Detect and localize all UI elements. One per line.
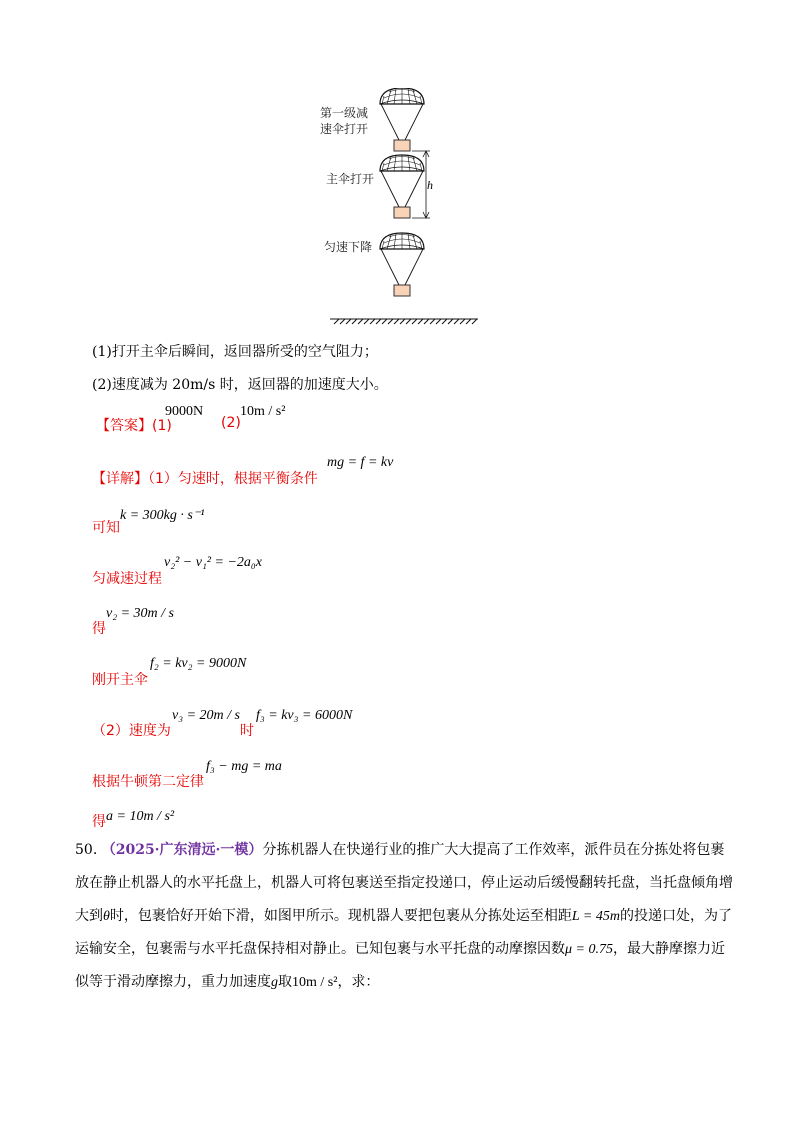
problem-text-4: ，最大静摩擦力近似等于滑动摩擦力，重力加速度 [75,941,725,990]
stage3-label: 匀速下降 [324,240,373,254]
eq-mg-f-kv: mg = f = kv [327,455,394,470]
problem-source: （2025·广东清远·一模） [101,842,263,858]
question-2: (2)速度减为 20m/s 时，返回器的加速度大小。 [92,377,388,393]
eq-a: a = 10m / s² [106,809,175,824]
stage1-label-line2: 速伞打开 [320,122,369,136]
height-label: h [427,178,433,192]
problem-text-6: ，求： [337,974,380,990]
detail-newton: 根据牛顿第二定律 [92,774,204,790]
parachute-stage3 [380,233,424,296]
problem-text-1: 分拣机器人在快递行业的推广大大提高了工作效率，派件员在分拣处将包裹放在静止机器人的水平托盘上，机器人可将包裹送至指定投递口，停止运动后缓慢翻转托盘，当托盘倾角增大到 [75,842,733,924]
problem-text-3: 的投递口处，为了运输安全，包裹需与水平托盘保持相对静止。已知包裹与水平托盘的动摩擦因数 [75,908,732,957]
problem-text-2: 时，包裹恰好开始下滑，如图甲所示。现机器人要把包裹从分拣处运至相距 [109,908,572,924]
detail-label: 【详解】（1）匀速时，根据平衡条件 [92,471,318,487]
question-1: (1)打开主伞后瞬间，返回器所受的空气阻力； [92,344,378,360]
detail-shi: 时 [240,723,254,739]
problem-number: 50. [75,842,98,858]
stage2-label: 主伞打开 [326,172,375,186]
eq-v3: v₃ = 20m / s [172,708,240,723]
g-symbol: g [271,975,278,990]
eq-f3: f₃ = kv₃ = 6000N [256,708,353,723]
eq-k-value: k = 300kg · s⁻¹ [120,508,205,523]
detail-de-2: 得 [92,814,106,830]
eq-v2: v₂ = 30m / s [106,606,174,621]
stage1-label-line1: 第一级减 [320,106,369,120]
detail-de-1: 得 [92,621,106,637]
parachute-diagram-svg [300,88,490,333]
detail-gangkai: 刚开主伞 [92,672,148,688]
g-value: 10m / s² [292,975,338,990]
answer-label: 【答案】(1) [96,418,172,434]
detail-kezhi: 可知 [92,520,120,536]
answer-value-2: 10m / s² [240,404,286,419]
detail-part2: （2）速度为 [92,723,171,739]
parachute-stage2 [380,155,424,218]
answer-value-1: 9000N [165,404,204,419]
problem-text-5: 取 [278,974,292,990]
eq-f2: f₂ = kv₂ = 9000N [150,656,247,671]
problem-50 [75,834,735,999]
eq-mu: μ = 0.75 [565,942,613,957]
eq-L: L = 45m [571,909,620,924]
theta-symbol: θ [103,909,110,924]
ground [330,319,478,324]
parachute-stage1 [380,88,424,151]
eq-newton: f₃ − mg = ma [206,759,282,774]
eq-kinematic: v₂² − v₁² = −2a₀x [164,555,262,570]
detail-jiansu: 匀减速过程 [92,571,162,587]
answer-label-2: (2) [221,415,241,431]
